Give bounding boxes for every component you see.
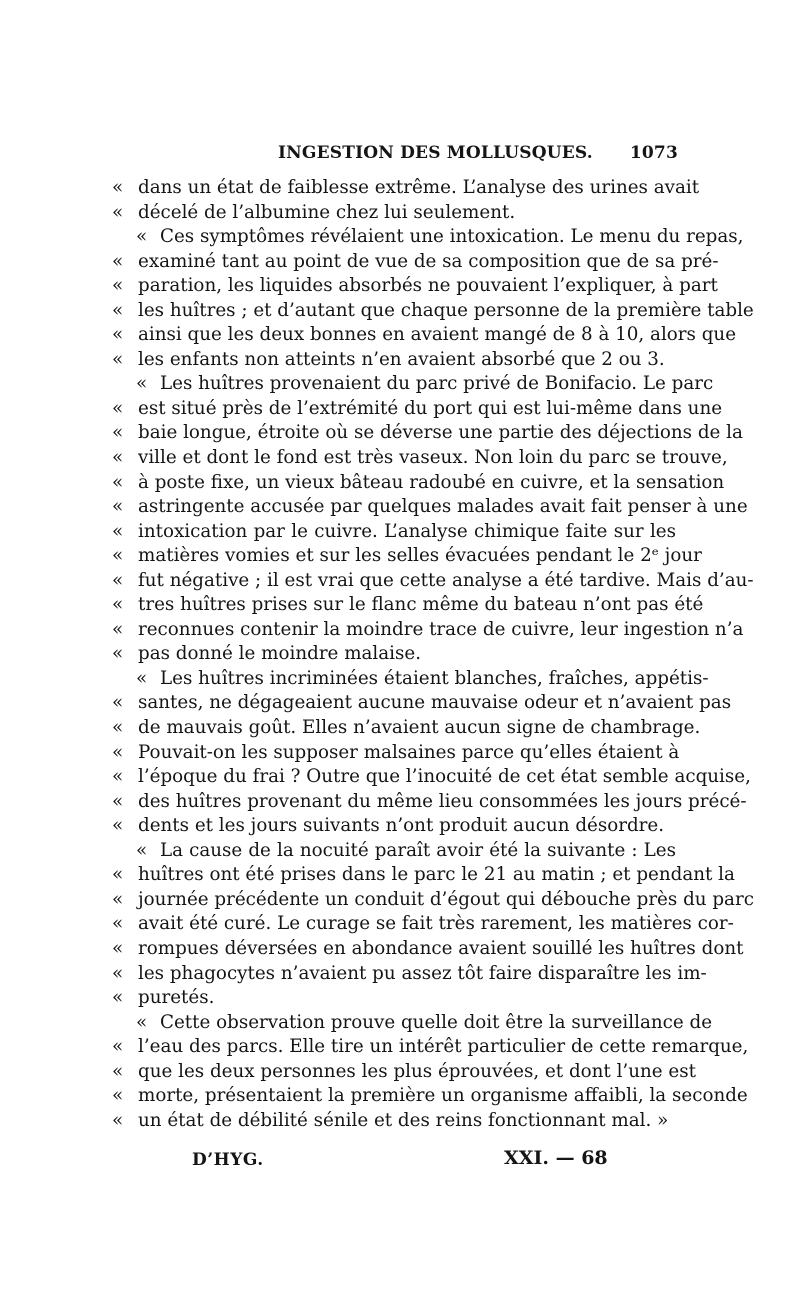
- line-text: avait été curé. Le curage se fait très rarement, les matières cor-: [138, 913, 734, 935]
- text-line: [112, 397, 723, 422]
- text-line: [112, 495, 748, 520]
- text-line: [112, 250, 719, 275]
- body-text: [112, 176, 754, 1133]
- quote-mark: «: [112, 1060, 124, 1082]
- quote-mark: «: [112, 741, 124, 763]
- quote-mark: «: [136, 667, 148, 689]
- text-line: [112, 691, 732, 716]
- text-line: [112, 544, 702, 569]
- quote-mark: «: [112, 471, 124, 493]
- line-text: un état de débilité sénile et des reins fonctionnant mal. »: [138, 1109, 669, 1131]
- line-text: de mauvais goût. Elles n’avaient aucun signe de chambrage.: [138, 717, 701, 739]
- quote-mark: «: [112, 1085, 124, 1107]
- line-text: examiné tant au point de vue de sa composition que de sa pré-: [138, 250, 719, 272]
- text-line: [112, 1109, 676, 1134]
- text-line: [112, 1060, 696, 1085]
- text-line: [112, 986, 676, 1011]
- text-line: [112, 863, 735, 888]
- line-text: des huîtres provenant du même lieu consommées les jours précé-: [138, 790, 747, 812]
- line-text: matières vomies et sur les selles évacuées pendant le 2ᵉ jour: [138, 545, 702, 567]
- quote-mark: «: [112, 913, 124, 935]
- running-head: [118, 143, 678, 169]
- quote-mark: «: [112, 569, 124, 591]
- line-text: Cette observation prouve quelle doit être la surveillance de: [160, 1011, 713, 1033]
- quote-mark: «: [112, 987, 124, 1009]
- quote-mark: «: [112, 348, 124, 370]
- text-line: [112, 323, 737, 348]
- page-number: 1073: [629, 143, 678, 163]
- text-line: [112, 201, 676, 226]
- quote-mark: «: [112, 545, 124, 567]
- quote-mark: «: [136, 1011, 148, 1033]
- line-text: Les huîtres incriminées étaient blanches, fraîches, appétis-: [160, 667, 709, 689]
- text-line: [112, 839, 676, 864]
- quote-mark: «: [112, 1109, 124, 1131]
- line-text: baie longue, étroite où se déverse une partie des déjections de la: [138, 422, 743, 444]
- line-text: les huîtres ; et d’autant que chaque personne de la première table: [138, 299, 754, 321]
- line-text: rompues déversées en abondance avaient souillé les huîtres dont: [138, 937, 744, 959]
- quote-mark: «: [112, 962, 124, 984]
- text-line: [112, 446, 728, 471]
- text-line: [112, 888, 754, 913]
- quote-mark: «: [112, 864, 124, 886]
- line-text: Pouvait-on les supposer malsaines parce qu’elles étaient à: [138, 741, 680, 763]
- line-text: que les deux personnes les plus éprouvées, et dont l’une est: [138, 1060, 696, 1082]
- page-footer: [112, 1147, 676, 1175]
- text-line: [112, 716, 701, 741]
- quote-mark: «: [136, 226, 148, 248]
- line-text: pas donné le moindre malaise.: [138, 643, 422, 665]
- text-line: [112, 741, 680, 766]
- text-line: [112, 421, 743, 446]
- text-line: [112, 962, 707, 987]
- text-line: [112, 618, 744, 643]
- text-line: [112, 299, 754, 324]
- line-text: dents et les jours suivants n’ont produit aucun désordre.: [138, 815, 665, 837]
- line-text: les enfants non atteints n’en avaient absorbé que 2 ou 3.: [138, 348, 665, 370]
- text-line: [112, 520, 676, 545]
- quote-mark: «: [112, 692, 124, 714]
- text-line: [112, 274, 718, 299]
- line-text: ville et dont le fond est très vaseux. Non loin du parc se trouve,: [138, 447, 728, 469]
- quote-mark: «: [112, 496, 124, 518]
- line-text: tres huîtres prises sur le flanc même du bateau n’ont pas été: [138, 594, 704, 616]
- line-text: l’époque du frai ? Outre que l’inocuité de cet état semble acquise,: [138, 766, 751, 788]
- text-line: [112, 790, 747, 815]
- running-title: INGESTION DES MOLLUSQUES.: [278, 143, 593, 163]
- line-text: La cause de la nocuité paraît avoir été la suivante : Les: [160, 839, 676, 861]
- line-text: ainsi que les deux bonnes en avaient mangé de 8 à 10, alors que: [138, 324, 737, 346]
- quote-mark: «: [112, 937, 124, 959]
- line-text: décelé de l’albumine chez lui seulement.: [138, 201, 516, 223]
- quote-mark: «: [112, 594, 124, 616]
- line-text: puretés.: [138, 987, 215, 1009]
- text-line: [112, 1084, 748, 1109]
- text-line: [112, 1035, 749, 1060]
- text-line: [112, 176, 700, 201]
- line-text: morte, présentaient la première un organisme affaibli, la seconde: [138, 1085, 748, 1107]
- text-line: [112, 912, 734, 937]
- text-line: [112, 1011, 713, 1036]
- line-text: dans un état de faiblesse extrême. L’analyse des urines avait: [138, 177, 700, 198]
- signature-mark: D’HYG.: [192, 1150, 264, 1170]
- line-text: astringente accusée par quelques malades avait fait penser à une: [138, 496, 748, 518]
- quote-mark: «: [112, 1036, 124, 1058]
- line-text: l’eau des parcs. Elle tire un intérêt particulier de cette remarque,: [138, 1036, 749, 1058]
- quote-mark: «: [136, 839, 148, 861]
- quote-mark: «: [112, 766, 124, 788]
- quote-mark: «: [112, 397, 124, 419]
- line-text: à poste fixe, un vieux bâteau radoubé en cuivre, et la sensation: [138, 471, 725, 493]
- text-line: [112, 765, 751, 790]
- text-line: [112, 814, 676, 839]
- text-line: [112, 348, 676, 373]
- quote-mark: «: [112, 177, 124, 198]
- text-line: [112, 569, 754, 594]
- quote-mark: «: [136, 373, 148, 395]
- text-line: [112, 667, 709, 692]
- quote-mark: «: [112, 618, 124, 640]
- line-text: journée précédente un conduit d’égout qui débouche près du parc: [138, 888, 754, 910]
- quote-mark: «: [112, 447, 124, 469]
- line-text: Les huîtres provenaient du parc privé de Bonifacio. Le parc: [160, 373, 714, 395]
- line-text: santes, ne dégageaient aucune mauvaise odeur et n’avaient pas: [138, 692, 732, 714]
- line-text: Ces symptômes révélaient une intoxication. Le menu du repas,: [160, 226, 744, 248]
- quote-mark: «: [112, 888, 124, 910]
- text-line: [112, 372, 714, 397]
- quote-mark: «: [112, 201, 124, 223]
- line-text: fut négative ; il est vrai que cette analyse a été tardive. Mais d’au-: [138, 569, 754, 591]
- text-line: [112, 471, 725, 496]
- quote-mark: «: [112, 299, 124, 321]
- line-text: huîtres ont été prises dans le parc le 21 au matin ; et pendant la: [138, 864, 735, 886]
- text-line: [112, 937, 744, 962]
- line-text: les phagocytes n’avaient pu assez tôt faire disparaître les im-: [138, 962, 707, 984]
- text-line: [112, 642, 676, 667]
- quote-mark: «: [112, 815, 124, 837]
- line-text: paration, les liquides absorbés ne pouvaient l’expliquer, à part: [138, 275, 718, 297]
- sheet-mark: XXI. — 68: [504, 1147, 608, 1169]
- line-text: intoxication par le cuivre. L’analyse chimique faite sur les: [138, 520, 676, 542]
- quote-mark: «: [112, 275, 124, 297]
- text-line: [112, 593, 704, 618]
- quote-mark: «: [112, 250, 124, 272]
- text-line: [112, 225, 744, 250]
- quote-mark: «: [112, 324, 124, 346]
- quote-mark: «: [112, 520, 124, 542]
- quote-mark: «: [112, 422, 124, 444]
- line-text: reconnues contenir la moindre trace de cuivre, leur ingestion n’a: [138, 618, 744, 640]
- quote-mark: «: [112, 717, 124, 739]
- quote-mark: «: [112, 643, 124, 665]
- line-text: est situé près de l’extrémité du port qui est lui-même dans une: [138, 397, 723, 419]
- quote-mark: «: [112, 790, 124, 812]
